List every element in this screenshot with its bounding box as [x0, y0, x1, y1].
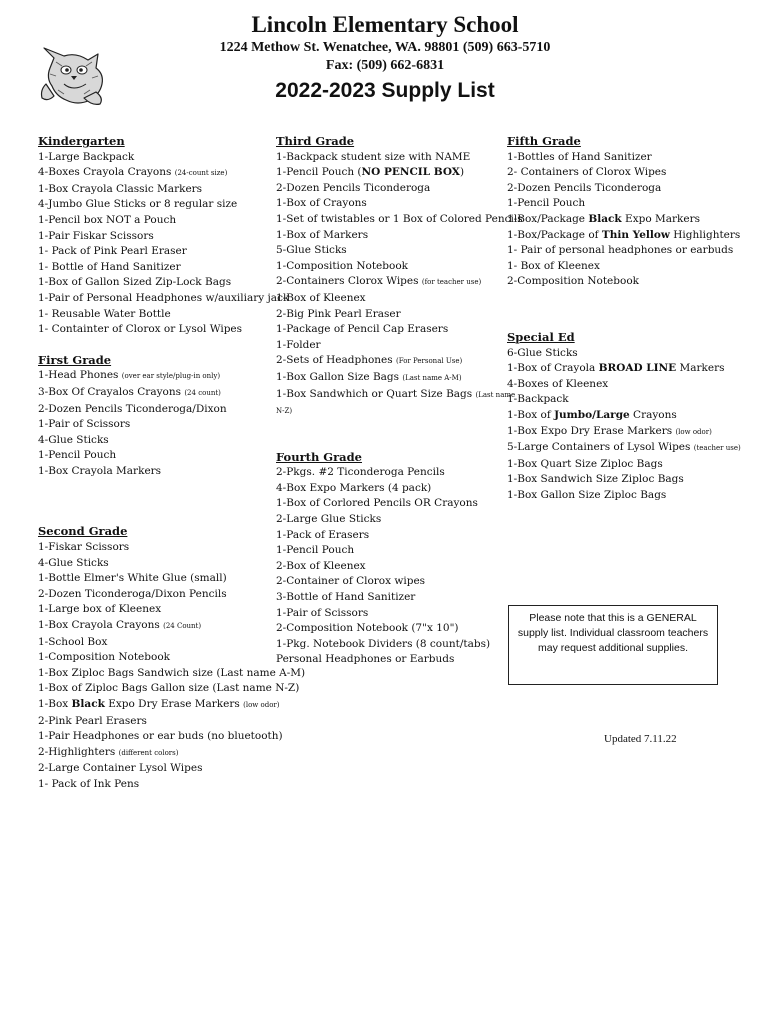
supply-item-text: 4-Boxes of Kleenex [507, 377, 609, 390]
supply-item-text: (teacher use) [693, 444, 741, 453]
supply-item [38, 761, 270, 777]
supply-item [507, 181, 747, 197]
supply-item [38, 260, 270, 276]
supply-item-text: (Last name [475, 390, 516, 399]
supply-item [38, 777, 270, 793]
supply-item [38, 417, 270, 433]
supply-item-text: 1-Box of Ziploc Bags Gallon size [38, 682, 213, 695]
supply-item-text: 2-Dozen Pencils Ticonderoga [276, 181, 431, 194]
supply-item-text: 3-Bottle of Hand Sanitizer [276, 591, 416, 604]
supply-item-text: 1-Composition Notebook [38, 651, 170, 664]
supply-item [38, 368, 270, 385]
supply-item-text: 2-Large Glue Sticks [276, 513, 382, 526]
supply-item [38, 229, 270, 245]
supply-item-text: 1-Box of Crayons [276, 197, 367, 210]
supply-item-text: 1-Box of [507, 408, 555, 421]
supply-item-text: (for teacher use) [421, 278, 482, 287]
supply-item-text: 4-Glue Sticks [38, 556, 109, 569]
supply-item-text: (over ear style/plug-in only) [121, 372, 221, 381]
supply-item-text: 5-Large Containers of Lysol Wipes [507, 441, 694, 454]
supply-item [38, 213, 270, 229]
updated-date: Updated 7.11.22 [604, 733, 677, 745]
supply-item-text: 2-Dozen Pencils Ticonderoga [507, 181, 662, 194]
supply-item-text: 1- Box of Kleenex [507, 259, 600, 272]
supply-item [507, 212, 747, 228]
supply-item-text: Jumbo/Large [554, 408, 630, 421]
supply-item-text: 2-Pink Pearl Erasers [38, 714, 147, 727]
supply-item-text: (Last name A-M) [402, 373, 462, 382]
supply-item-text: ) [459, 166, 465, 179]
kindergarten-list [38, 150, 290, 338]
school-name: Lincoln Elementary School [251, 12, 519, 37]
supply-item-text: 1-Set of twistables or 1 Box of Colored Pencils [276, 212, 523, 225]
supply-item [276, 590, 502, 606]
supply-item [38, 150, 270, 166]
supply-item-text: BROAD LINE [598, 362, 677, 375]
supply-item [276, 291, 502, 307]
supply-item [38, 385, 270, 402]
supply-item-text: (24 count) [184, 388, 221, 397]
supply-item [38, 291, 290, 307]
supply-item [38, 165, 270, 182]
supply-item-text: 1-Pair Headphones or ear buds (no bluetooth) [38, 730, 283, 743]
supply-item-text: Expo Dry Erase Markers [104, 698, 244, 710]
supply-item-text: 5-Glue Sticks [276, 244, 347, 257]
supply-item [38, 433, 270, 449]
supply-item-text: 1- Containter of Clorox or Lysol Wipes [38, 323, 243, 336]
supply-item-text: 1-Bottle Elmer's White Glue (small) [38, 572, 227, 585]
supply-item-text: 1-Folder [276, 338, 321, 351]
supply-item-text: 1-Large Backpack [38, 150, 135, 163]
supply-item-text: 1-Box Ziploc Bags Sandwich size [38, 666, 217, 679]
special-ed-list [507, 346, 747, 504]
supply-item-text: 1-Box of Crayola [507, 362, 599, 375]
fourth-grade-heading: Fourth Grade [276, 449, 362, 464]
supply-item-text: (24-count size) [174, 169, 228, 178]
supply-item-text: 1-Box [38, 698, 72, 710]
supply-item [38, 182, 270, 198]
supply-item [38, 714, 270, 730]
supply-item [276, 353, 502, 370]
supply-item [38, 618, 270, 635]
supply-item-text: Expo Markers [621, 212, 701, 225]
first-grade-list [38, 368, 270, 479]
supply-item [38, 650, 270, 666]
fifth-grade-heading: Fifth Grade [507, 134, 581, 148]
supply-item-text: 1-Box Gallon Size Bags [276, 370, 403, 383]
supply-item [38, 402, 270, 418]
supply-item [507, 488, 747, 504]
supply-item-text: (Last name A-M) [216, 666, 306, 679]
supply-item-text: 1-Pair Fiskar Scissors [38, 229, 154, 242]
supply-item [276, 621, 502, 637]
supply-item [38, 448, 270, 464]
supply-item-text: 1-Package of Pencil Cap Erasers [276, 323, 449, 336]
supply-item-text: 1-Pack of Erasers [276, 528, 370, 541]
supply-item-text: 1-Box of Markers [276, 228, 369, 241]
supply-item-text: 1-Fiskar Scissors [38, 541, 130, 554]
supply-item-text: 4-Boxes Crayola Crayons [38, 166, 175, 179]
supply-item-text: 1- Bottle of Hand Sanitizer [38, 260, 181, 273]
supply-item-text: 1-Box Gallon Size Ziploc Bags [507, 488, 667, 501]
supply-item [276, 559, 502, 575]
supply-item [507, 440, 747, 457]
supply-item-text: 2-Dozen Ticonderoga/Dixon Pencils [38, 587, 227, 600]
supply-item [276, 496, 502, 512]
supply-item-text: 2-Composition Notebook (7"x 10") [276, 622, 459, 635]
supply-item-text: 1-Box of Corlored Pencils OR Crayons [276, 497, 478, 510]
supply-item-text: (low odor) [243, 701, 280, 709]
supply-item [276, 387, 516, 404]
supply-item [507, 424, 747, 441]
school-address: 1224 Methow St. Wenatchee, WA. 98801 (509) 663-5710 [219, 40, 551, 55]
supply-item-text: 1-Head Phones [38, 369, 122, 382]
supply-item [276, 652, 502, 668]
supply-item-text: (For Personal Use) [396, 357, 463, 366]
second-grade-list [38, 540, 306, 793]
supply-item-text: 2- Containers of Clorox Wipes [507, 166, 667, 179]
supply-item-text: 1-Box of Gallon Sized Zip-Lock Bags [38, 276, 232, 289]
supply-item-text: 2-Sets of Headphones [276, 354, 396, 367]
supply-item [276, 196, 502, 212]
supply-item [276, 512, 502, 528]
supply-item-text: Thin Yellow [601, 228, 670, 241]
supply-item [276, 370, 502, 387]
supply-item-text: 2-Pkgs. #2 Ticonderoga Pencils [276, 466, 445, 479]
supply-item-text: 1- Reusable Water Bottle [38, 307, 171, 320]
general-note-box: Please note that this is a GENERAL supply list. Individual classroom teachers may request additional supplies. [508, 605, 718, 685]
supply-item-text: 1-Box/Package [507, 212, 589, 225]
supply-item-text: 1-Bottles of Hand Sanitizer [507, 150, 652, 163]
third-grade-list [276, 150, 523, 420]
supply-item-text: 1-Box Sandwich Size Ziploc Bags [507, 473, 684, 486]
supply-item-text: Markers [676, 362, 725, 375]
supply-item-text: 1-Box Crayola Crayons [38, 619, 164, 632]
supply-item [276, 212, 523, 228]
supply-item-text: 1-Pencil Pouch [507, 197, 586, 210]
supply-item [507, 243, 747, 259]
supply-item [38, 275, 270, 291]
supply-item-text: Black [71, 698, 105, 710]
supply-item-text: 1-Box Quart Size Ziploc Bags [507, 457, 663, 470]
supply-item [507, 165, 747, 181]
first-grade-heading: First Grade [38, 352, 112, 367]
supply-item [507, 274, 747, 290]
supply-item-text: 2-Large Container Lysol Wipes [38, 762, 203, 775]
supply-item-text: 1-Pair of Scissors [38, 418, 131, 431]
supply-item [38, 729, 283, 745]
supply-item-text: 1-Box Crayola Classic Markers [38, 182, 203, 195]
supply-item [276, 606, 502, 622]
supply-item-text: Crayons [629, 408, 677, 421]
supply-item [276, 150, 502, 166]
supply-list-title: 2022-2023 Supply List [275, 79, 495, 102]
supply-item-text: 4-Box Expo Markers (4 pack) [276, 481, 432, 494]
column-middle [276, 134, 523, 668]
supply-item-text: 6-Glue Sticks [507, 346, 578, 359]
supply-item [507, 377, 747, 393]
supply-item [38, 681, 300, 697]
supply-item [276, 465, 502, 481]
supply-item-text: 1- Pack of Pink Pearl Eraser [38, 245, 187, 258]
supply-item [276, 243, 502, 259]
supply-item [507, 196, 747, 212]
supply-item [507, 150, 747, 166]
supply-item-text: 1-Pkg. Notebook Dividers (8 count/tabs) [276, 637, 491, 650]
supply-item-text: 3-Box Of Crayalos Crayons [38, 385, 185, 398]
supply-item [38, 197, 270, 213]
supply-item [276, 481, 502, 497]
supply-item [276, 528, 502, 544]
supply-item [507, 259, 747, 275]
supply-item [276, 403, 502, 420]
supply-item-text: 1-Pencil Pouch [276, 544, 355, 557]
supply-item [38, 244, 270, 260]
supply-item-text: 1-Backpack [507, 393, 569, 406]
supply-item-text: 1-Box Sandwhich or Quart Size Bags [276, 387, 476, 400]
supply-item-text: 1-Box/Package of [507, 228, 602, 241]
supply-item-text: NO PENCIL BOX [361, 166, 460, 179]
supply-item [507, 408, 747, 424]
supply-item-text: 1-Pencil Pouch ( [276, 166, 362, 179]
supply-item [276, 574, 502, 590]
supply-item [276, 181, 502, 197]
supply-item-text: 1-Backpack student size with NAME [276, 150, 471, 163]
column-right [507, 134, 747, 503]
third-grade-heading: Third Grade [276, 134, 355, 148]
supply-item [38, 322, 270, 338]
supply-item [276, 307, 502, 323]
supply-item-text: 2-Containers Clorox Wipes [276, 275, 422, 288]
supply-item [276, 637, 502, 653]
supply-item-text: 2-Big Pink Pearl Eraser [276, 307, 401, 320]
supply-item [38, 587, 270, 603]
supply-item [507, 361, 747, 377]
supply-item-text: 1- Pair of personal headphones or earbuds [507, 244, 734, 257]
supply-item-text: 1-Pencil Pouch [38, 449, 117, 462]
fourth-grade-list [276, 465, 502, 668]
supply-item [38, 666, 306, 682]
supply-item [507, 228, 747, 244]
supply-item [38, 556, 270, 572]
supply-item-text: 1-Box of Kleenex [276, 291, 366, 304]
supply-item [276, 228, 502, 244]
supply-item [38, 635, 270, 651]
supply-item-text: 1-Large box of Kleenex [38, 603, 162, 616]
supply-item-text: 1-Pair of Personal Headphones w/auxiliary jack [38, 291, 290, 304]
supply-item-text: 1-Box Expo Dry Erase Markers [507, 424, 676, 437]
supply-item-text: 2-Composition Notebook [507, 275, 639, 288]
supply-item-text: 2-Container of Clorox wipes [276, 575, 426, 588]
supply-item [507, 392, 747, 408]
supply-item-text: 1-School Box [38, 635, 108, 648]
supply-item-text: Highlighters [669, 228, 741, 241]
supply-item [38, 602, 270, 618]
supply-item-text: Black [588, 212, 622, 225]
supply-item-text: 1-Pair of Scissors [276, 606, 369, 619]
supply-item [276, 338, 502, 354]
supply-item [276, 543, 502, 559]
supply-item-text: 4-Jumbo Glue Sticks or 8 regular size [38, 198, 238, 211]
supply-item-text: 2-Dozen Pencils Ticonderoga/Dixon [38, 402, 227, 415]
supply-item [276, 322, 502, 338]
supply-item [276, 274, 502, 291]
supply-item-text: 2-Box of Kleenex [276, 559, 366, 572]
supply-item [276, 259, 502, 275]
supply-item-text: 1-Box Crayola Markers [38, 464, 162, 477]
supply-item-text: 2-Highlighters [38, 745, 119, 758]
supply-item-text: 1-Composition Notebook [276, 259, 408, 272]
supply-item [38, 745, 270, 762]
supply-item-text: Personal Headphones or Earbuds [276, 653, 455, 666]
bearcat-mascot-icon [36, 38, 106, 110]
supply-item-text: 1- Pack of Ink Pens [38, 777, 140, 790]
supply-item [38, 697, 280, 714]
supply-item [276, 165, 502, 181]
supply-item [507, 472, 747, 488]
kindergarten-heading: Kindergarten [38, 134, 125, 148]
supply-item [507, 457, 747, 473]
supply-item-text: 1-Pencil box NOT a Pouch [38, 213, 177, 226]
second-grade-heading: Second Grade [38, 524, 128, 539]
supply-item [38, 571, 270, 587]
supply-item-text: 4-Glue Sticks [38, 433, 109, 446]
supply-item-text: (low odor) [675, 427, 712, 436]
supply-item-text: N-Z) [276, 407, 293, 416]
fifth-grade-list [507, 150, 747, 290]
special-ed-heading: Special Ed [507, 329, 575, 344]
supply-item-text: (Last name N-Z) [212, 682, 300, 695]
supply-item [38, 307, 270, 323]
supply-item-text: (different colors) [118, 748, 179, 757]
supply-item [507, 346, 747, 362]
school-fax: Fax: (509) 662-6831 [325, 58, 445, 73]
supply-item-text: (24 Count) [163, 622, 202, 631]
supply-item [38, 540, 270, 556]
supply-item [38, 464, 270, 480]
